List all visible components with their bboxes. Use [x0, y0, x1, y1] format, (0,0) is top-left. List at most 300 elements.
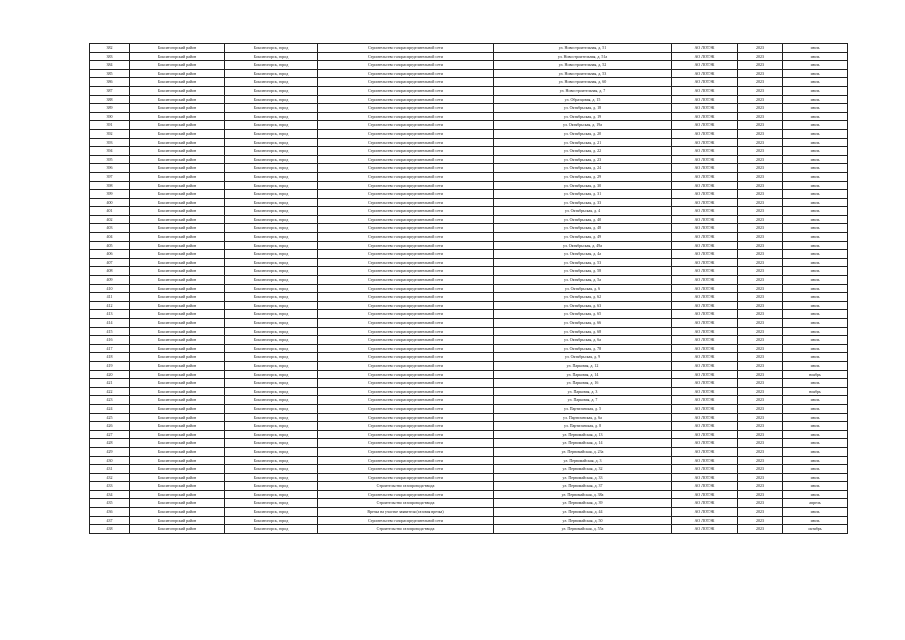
organization-cell: АО ЛОТЭК	[672, 293, 738, 302]
address-cell: ул. Октябрьская, д. 23	[494, 155, 672, 164]
town-cell: Бокситогорск, город	[225, 301, 318, 310]
town-cell: Бокситогорск, город	[225, 293, 318, 302]
year-cell: 2023	[738, 370, 783, 379]
year-cell: 2023	[738, 155, 783, 164]
organization-cell: АО ЛОТЭК	[672, 121, 738, 130]
row-number-cell: 402	[90, 215, 130, 224]
work-type-cell: Строительство газораспределительной сети	[318, 190, 494, 199]
table-row	[90, 44, 848, 53]
year-cell: 2023	[738, 473, 783, 482]
organization-cell: АО ЛОТЭК	[672, 490, 738, 499]
organization-cell: АО ЛОТЭК	[672, 430, 738, 439]
district-cell: Бокситогорский район	[130, 482, 225, 491]
table-row	[90, 78, 848, 87]
month-cell: июль	[783, 327, 848, 336]
year-cell: 2023	[738, 465, 783, 474]
work-type-cell: Строительство газораспределительной сети	[318, 121, 494, 130]
district-cell: Бокситогорский район	[130, 422, 225, 431]
address-cell: ул. Первомайская, д. 37	[494, 482, 672, 491]
work-type-cell: Строительство газопровода-ввода	[318, 525, 494, 534]
row-number-cell: 405	[90, 241, 130, 250]
work-type-cell: Строительство газораспределительной сети	[318, 473, 494, 482]
month-cell: июль	[783, 86, 848, 95]
work-type-cell: Строительство газораспределительной сети	[318, 129, 494, 138]
year-cell: 2023	[738, 301, 783, 310]
work-type-cell: Строительство газораспределительной сети	[318, 86, 494, 95]
year-cell: 2023	[738, 422, 783, 431]
work-type-cell: Строительство газораспределительной сети	[318, 344, 494, 353]
work-type-cell: Строительство газораспределительной сети	[318, 69, 494, 78]
organization-cell: АО ЛОТЭК	[672, 52, 738, 61]
row-number-cell: 385	[90, 69, 130, 78]
address-cell: ул. Новостроительная, д. 7	[494, 86, 672, 95]
table-row	[90, 190, 848, 199]
district-cell: Бокситогорский район	[130, 129, 225, 138]
table-row	[90, 447, 848, 456]
work-type-cell: Строительство газораспределительной сети	[318, 439, 494, 448]
town-cell: Бокситогорск, город	[225, 164, 318, 173]
table-row	[90, 86, 848, 95]
town-cell: Бокситогорск, город	[225, 258, 318, 267]
organization-cell: АО ЛОТЭК	[672, 327, 738, 336]
town-cell: Бокситогорск, город	[225, 61, 318, 70]
month-cell: июль	[783, 490, 848, 499]
organization-cell: АО ЛОТЭК	[672, 336, 738, 345]
row-number-cell: 386	[90, 78, 130, 87]
organization-cell: АО ЛОТЭК	[672, 473, 738, 482]
work-type-cell: Строительство газораспределительной сети	[318, 44, 494, 53]
work-type-cell: Строительство газораспределительной сети	[318, 172, 494, 181]
address-cell: ул. Октябрьская, д. 33	[494, 198, 672, 207]
town-cell: Бокситогорск, город	[225, 447, 318, 456]
month-cell: июль	[783, 147, 848, 156]
town-cell: Бокситогорск, город	[225, 95, 318, 104]
table-row	[90, 404, 848, 413]
town-cell: Бокситогорск, город	[225, 379, 318, 388]
district-cell: Бокситогорский район	[130, 112, 225, 121]
organization-cell: АО ЛОТЭК	[672, 172, 738, 181]
district-cell: Бокситогорский район	[130, 447, 225, 456]
address-cell: ул. Первомайская, д. 55а	[494, 525, 672, 534]
month-cell: июль	[783, 456, 848, 465]
month-cell: июль	[783, 78, 848, 87]
month-cell: июль	[783, 207, 848, 216]
address-cell: ул. Парковая, д. 3	[494, 387, 672, 396]
organization-cell: АО ЛОТЭК	[672, 301, 738, 310]
organization-cell: АО ЛОТЭК	[672, 404, 738, 413]
district-cell: Бокситогорский район	[130, 404, 225, 413]
month-cell: июль	[783, 112, 848, 121]
work-type-cell: Строительство газораспределительной сети	[318, 379, 494, 388]
month-cell: июль	[783, 104, 848, 113]
row-number-cell: 431	[90, 465, 130, 474]
address-cell: ул. Октябрьская, д. 18	[494, 104, 672, 113]
organization-cell: АО ЛОТЭК	[672, 439, 738, 448]
organization-cell: АО ЛОТЭК	[672, 147, 738, 156]
address-cell: ул. Октябрьская, д. 53	[494, 258, 672, 267]
row-number-cell: 414	[90, 319, 130, 328]
table-row	[90, 207, 848, 216]
work-type-cell: Строительство газораспределительной сети	[318, 430, 494, 439]
work-type-cell: Строительство газораспределительной сети	[318, 490, 494, 499]
work-type-cell: Строительство газораспределительной сети	[318, 301, 494, 310]
row-number-cell: 409	[90, 276, 130, 285]
organization-cell: АО ЛОТЭК	[672, 456, 738, 465]
organization-cell: АО ЛОТЭК	[672, 44, 738, 53]
month-cell: июль	[783, 473, 848, 482]
address-cell: ул. Октябрьская, д. 29	[494, 172, 672, 181]
month-cell: июль	[783, 508, 848, 517]
year-cell: 2023	[738, 276, 783, 285]
town-cell: Бокситогорск, город	[225, 396, 318, 405]
organization-cell: АО ЛОТЭК	[672, 319, 738, 328]
address-cell: ул. Первомайская, д. 23а	[494, 447, 672, 456]
town-cell: Бокситогорск, город	[225, 413, 318, 422]
work-type-cell: Строительство газораспределительной сети	[318, 258, 494, 267]
year-cell: 2023	[738, 69, 783, 78]
town-cell: Бокситогорск, город	[225, 112, 318, 121]
row-number-cell: 396	[90, 164, 130, 173]
district-cell: Бокситогорский район	[130, 104, 225, 113]
row-number-cell: 399	[90, 190, 130, 199]
organization-cell: АО ЛОТЭК	[672, 267, 738, 276]
district-cell: Бокситогорский район	[130, 516, 225, 525]
month-cell: ноябрь	[783, 370, 848, 379]
table-row	[90, 387, 848, 396]
address-cell: ул. Октябрьская, д. 19	[494, 112, 672, 121]
month-cell: июль	[783, 138, 848, 147]
month-cell: июль	[783, 361, 848, 370]
address-cell: ул. Октябрьская, д. 30	[494, 181, 672, 190]
district-cell: Бокситогорский район	[130, 499, 225, 508]
address-cell: ул. Парковая, д. 16	[494, 379, 672, 388]
table-row	[90, 95, 848, 104]
district-cell: Бокситогорский район	[130, 353, 225, 362]
month-cell: июль	[783, 482, 848, 491]
organization-cell: АО ЛОТЭК	[672, 258, 738, 267]
address-cell: ул. Первомайская, д. 38а	[494, 490, 672, 499]
year-cell: 2023	[738, 284, 783, 293]
organization-cell: АО ЛОТЭК	[672, 104, 738, 113]
table-row	[90, 370, 848, 379]
table-row	[90, 155, 848, 164]
table-row	[90, 516, 848, 525]
year-cell: 2023	[738, 456, 783, 465]
address-cell: ул. Октябрьская, д. 20	[494, 129, 672, 138]
town-cell: Бокситогорск, город	[225, 319, 318, 328]
table-row	[90, 499, 848, 508]
organization-cell: АО ЛОТЭК	[672, 78, 738, 87]
row-number-cell: 407	[90, 258, 130, 267]
town-cell: Бокситогорск, город	[225, 353, 318, 362]
address-cell: ул. Парковая, д. 14	[494, 370, 672, 379]
work-type-cell: Строительство газораспределительной сети	[318, 250, 494, 259]
town-cell: Бокситогорск, город	[225, 516, 318, 525]
organization-cell: АО ЛОТЭК	[672, 353, 738, 362]
year-cell: 2023	[738, 224, 783, 233]
table-row	[90, 361, 848, 370]
address-cell: ул. Первомайская, д. 14	[494, 439, 672, 448]
address-cell: ул. Партизанская, д. 8	[494, 422, 672, 431]
town-cell: Бокситогорск, город	[225, 104, 318, 113]
district-cell: Бокситогорский район	[130, 293, 225, 302]
row-number-cell: 416	[90, 336, 130, 345]
organization-cell: АО ЛОТЭК	[672, 387, 738, 396]
work-type-cell: Строительство газораспределительной сети	[318, 456, 494, 465]
month-cell: июль	[783, 344, 848, 353]
row-number-cell: 423	[90, 396, 130, 405]
year-cell: 2023	[738, 267, 783, 276]
organization-cell: АО ЛОТЭК	[672, 344, 738, 353]
month-cell: июль	[783, 233, 848, 242]
district-cell: Бокситогорский район	[130, 310, 225, 319]
district-cell: Бокситогорский район	[130, 301, 225, 310]
town-cell: Бокситогорск, город	[225, 44, 318, 53]
district-cell: Бокситогорский район	[130, 370, 225, 379]
table-row	[90, 69, 848, 78]
year-cell: 2023	[738, 319, 783, 328]
work-type-cell: Строительство газораспределительной сети	[318, 104, 494, 113]
row-number-cell: 435	[90, 499, 130, 508]
table-row	[90, 284, 848, 293]
row-number-cell: 389	[90, 104, 130, 113]
work-type-cell: Строительство газораспределительной сети	[318, 422, 494, 431]
district-cell: Бокситогорский район	[130, 258, 225, 267]
town-cell: Бокситогорск, город	[225, 422, 318, 431]
month-cell: июль	[783, 224, 848, 233]
work-type-cell: Строительство газопровода-ввода	[318, 499, 494, 508]
organization-cell: АО ЛОТЭК	[672, 482, 738, 491]
organization-cell: АО ЛОТЭК	[672, 379, 738, 388]
town-cell: Бокситогорск, город	[225, 310, 318, 319]
table-row	[90, 224, 848, 233]
table-row	[90, 482, 848, 491]
address-cell: ул. Парковая, д. 12	[494, 361, 672, 370]
address-cell: ул. Октябрьская, д. 22	[494, 147, 672, 156]
month-cell: июль	[783, 258, 848, 267]
address-cell: ул. Октябрьская, д. 31	[494, 190, 672, 199]
month-cell: июль	[783, 336, 848, 345]
registry-table	[89, 43, 848, 534]
district-cell: Бокситогорский район	[130, 430, 225, 439]
row-number-cell: 425	[90, 413, 130, 422]
address-cell: ул. Октябрьская, д. 62	[494, 293, 672, 302]
town-cell: Бокситогорск, город	[225, 336, 318, 345]
organization-cell: АО ЛОТЭК	[672, 86, 738, 95]
town-cell: Бокситогорск, город	[225, 284, 318, 293]
work-type-cell: Строительство газораспределительной сети	[318, 284, 494, 293]
address-cell: ул. Октябрьская, д. 63	[494, 301, 672, 310]
year-cell: 2023	[738, 413, 783, 422]
work-type-cell: Строительство газораспределительной сети	[318, 224, 494, 233]
year-cell: 2023	[738, 181, 783, 190]
work-type-cell: Строительство газораспределительной сети	[318, 61, 494, 70]
address-cell: ул. Первомайская, д. 44	[494, 508, 672, 517]
work-type-cell: Строительство газораспределительной сети	[318, 233, 494, 242]
address-cell: ул. Октябрьская, д. 49а	[494, 241, 672, 250]
row-number-cell: 410	[90, 284, 130, 293]
row-number-cell: 415	[90, 327, 130, 336]
year-cell: 2023	[738, 104, 783, 113]
work-type-cell: Строительство газораспределительной сети	[318, 198, 494, 207]
work-type-cell: Строительство газораспределительной сети	[318, 370, 494, 379]
table-row	[90, 121, 848, 130]
town-cell: Бокситогорск, город	[225, 404, 318, 413]
address-cell: ул. Октябрьская, д. 49	[494, 233, 672, 242]
town-cell: Бокситогорск, город	[225, 276, 318, 285]
district-cell: Бокситогорский район	[130, 276, 225, 285]
town-cell: Бокситогорск, город	[225, 78, 318, 87]
address-cell: ул. Парковая, д. 7	[494, 396, 672, 405]
month-cell: июль	[783, 413, 848, 422]
table-row	[90, 164, 848, 173]
row-number-cell: 438	[90, 525, 130, 534]
work-type-cell: Строительство газораспределительной сети	[318, 95, 494, 104]
town-cell: Бокситогорск, город	[225, 121, 318, 130]
month-cell: июль	[783, 465, 848, 474]
month-cell: ноябрь	[783, 387, 848, 396]
town-cell: Бокситогорск, город	[225, 250, 318, 259]
month-cell: июль	[783, 396, 848, 405]
address-cell: ул. Октябрьская, д. 4а	[494, 250, 672, 259]
address-cell: ул. Октябрьская, д. 19а	[494, 121, 672, 130]
month-cell: апрель	[783, 499, 848, 508]
organization-cell: АО ЛОТЭК	[672, 516, 738, 525]
district-cell: Бокситогорский район	[130, 198, 225, 207]
month-cell: июль	[783, 241, 848, 250]
work-type-cell: Врезка на участке заявителя (газовая врезка)	[318, 508, 494, 517]
town-cell: Бокситогорск, город	[225, 181, 318, 190]
year-cell: 2023	[738, 112, 783, 121]
year-cell: 2023	[738, 353, 783, 362]
address-cell: ул. Октябрьская, д. 4	[494, 207, 672, 216]
district-cell: Бокситогорский район	[130, 61, 225, 70]
town-cell: Бокситогорск, город	[225, 267, 318, 276]
month-cell: июль	[783, 293, 848, 302]
month-cell: июль	[783, 516, 848, 525]
row-number-cell: 437	[90, 516, 130, 525]
district-cell: Бокситогорский район	[130, 396, 225, 405]
town-cell: Бокситогорск, город	[225, 129, 318, 138]
month-cell: июль	[783, 52, 848, 61]
table-row	[90, 129, 848, 138]
town-cell: Бокситогорск, город	[225, 508, 318, 517]
district-cell: Бокситогорский район	[130, 267, 225, 276]
district-cell: Бокситогорский район	[130, 69, 225, 78]
address-cell: ул. Октябрьская, д. 6	[494, 284, 672, 293]
district-cell: Бокситогорский район	[130, 215, 225, 224]
year-cell: 2023	[738, 310, 783, 319]
address-cell: ул. Партизанская, д. 6а	[494, 413, 672, 422]
town-cell: Бокситогорск, город	[225, 370, 318, 379]
town-cell: Бокситогорск, город	[225, 439, 318, 448]
month-cell: июль	[783, 181, 848, 190]
table-row	[90, 250, 848, 259]
organization-cell: АО ЛОТЭК	[672, 508, 738, 517]
table-row	[90, 241, 848, 250]
year-cell: 2023	[738, 439, 783, 448]
address-cell: ул. Октябрьская, д. 9	[494, 353, 672, 362]
month-cell: июль	[783, 379, 848, 388]
month-cell: июль	[783, 44, 848, 53]
table-row	[90, 310, 848, 319]
organization-cell: АО ЛОТЭК	[672, 95, 738, 104]
district-cell: Бокситогорский район	[130, 121, 225, 130]
table-row	[90, 430, 848, 439]
town-cell: Бокситогорск, город	[225, 361, 318, 370]
table-row	[90, 198, 848, 207]
organization-cell: АО ЛОТЭК	[672, 207, 738, 216]
address-cell: ул. Новостроительная, д. 51	[494, 44, 672, 53]
organization-cell: АО ЛОТЭК	[672, 250, 738, 259]
table-row	[90, 172, 848, 181]
row-number-cell: 390	[90, 112, 130, 121]
town-cell: Бокситогорск, город	[225, 490, 318, 499]
town-cell: Бокситогорск, город	[225, 147, 318, 156]
table-row	[90, 61, 848, 70]
work-type-cell: Строительство газораспределительной сети	[318, 78, 494, 87]
row-number-cell: 417	[90, 344, 130, 353]
organization-cell: АО ЛОТЭК	[672, 69, 738, 78]
year-cell: 2023	[738, 447, 783, 456]
work-type-cell: Строительство газораспределительной сети	[318, 112, 494, 121]
town-cell: Бокситогорск, город	[225, 327, 318, 336]
month-cell: июль	[783, 121, 848, 130]
organization-cell: АО ЛОТЭК	[672, 447, 738, 456]
row-number-cell: 412	[90, 301, 130, 310]
address-cell: ул. Новостроительная, д. 51а	[494, 52, 672, 61]
district-cell: Бокситогорский район	[130, 147, 225, 156]
organization-cell: АО ЛОТЭК	[672, 224, 738, 233]
district-cell: Бокситогорский район	[130, 387, 225, 396]
work-type-cell: Строительство газораспределительной сети	[318, 413, 494, 422]
row-number-cell: 382	[90, 44, 130, 53]
row-number-cell: 426	[90, 422, 130, 431]
town-cell: Бокситогорск, город	[225, 456, 318, 465]
year-cell: 2023	[738, 78, 783, 87]
year-cell: 2023	[738, 258, 783, 267]
address-cell: ул. Первомайская, д. 33	[494, 473, 672, 482]
town-cell: Бокситогорск, город	[225, 155, 318, 164]
district-cell: Бокситогорский район	[130, 52, 225, 61]
town-cell: Бокситогорск, город	[225, 344, 318, 353]
year-cell: 2023	[738, 52, 783, 61]
year-cell: 2023	[738, 207, 783, 216]
table-row	[90, 353, 848, 362]
year-cell: 2023	[738, 404, 783, 413]
table-row	[90, 301, 848, 310]
table-row	[90, 525, 848, 534]
row-number-cell: 384	[90, 61, 130, 70]
work-type-cell: Строительство газораспределительной сети	[318, 164, 494, 173]
table-row	[90, 215, 848, 224]
town-cell: Бокситогорск, город	[225, 465, 318, 474]
year-cell: 2023	[738, 336, 783, 345]
organization-cell: АО ЛОТЭК	[672, 215, 738, 224]
address-cell: ул. Октябрьская, д. 5а	[494, 276, 672, 285]
month-cell: июль	[783, 447, 848, 456]
work-type-cell: Строительство газораспределительной сети	[318, 155, 494, 164]
year-cell: 2023	[738, 190, 783, 199]
month-cell: июль	[783, 319, 848, 328]
row-number-cell: 393	[90, 138, 130, 147]
work-type-cell: Строительство газораспределительной сети	[318, 327, 494, 336]
table-row	[90, 52, 848, 61]
year-cell: 2023	[738, 215, 783, 224]
organization-cell: АО ЛОТЭК	[672, 155, 738, 164]
row-number-cell: 387	[90, 86, 130, 95]
organization-cell: АО ЛОТЭК	[672, 361, 738, 370]
